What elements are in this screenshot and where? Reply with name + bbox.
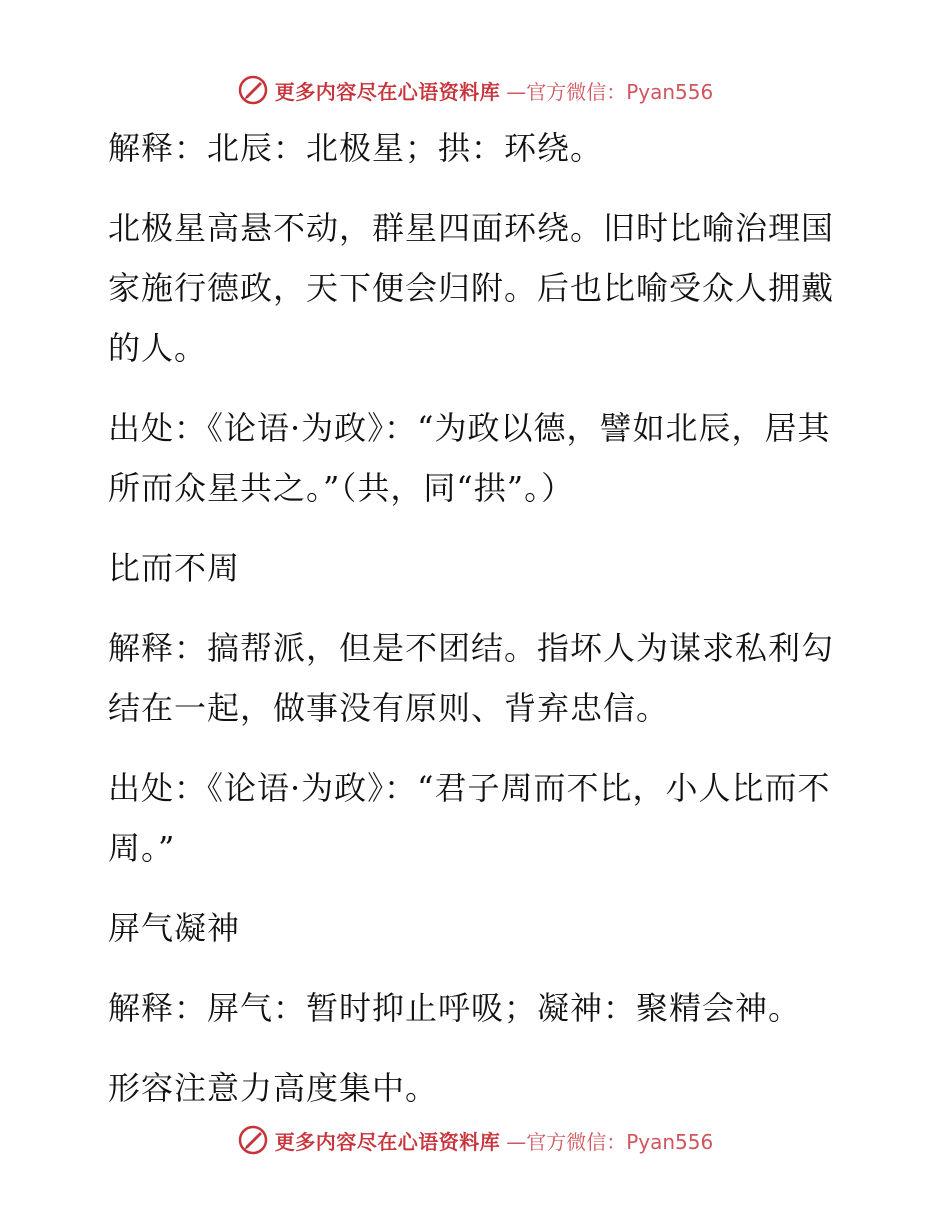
paragraph-source-bierbuzhou: 出处：《论语·为政》：“君子周而不比，小人比而不周。” xyxy=(108,769,831,867)
paragraph-explanation-bingqiningshen: 解释：屏气：暂时抑止呼吸；凝神：聚精会神。 xyxy=(108,989,802,1027)
paragraph-meaning-bingqiningshen: 形容注意力高度集中。 xyxy=(108,1069,439,1107)
watermark-suffix: —官方微信：Pyan556 xyxy=(506,79,714,104)
document-body xyxy=(98,118,858,1138)
idiom-heading-bingqiningshen: 屏气凝神 xyxy=(108,909,241,947)
footer-watermark xyxy=(0,1120,950,1160)
header-watermark xyxy=(0,70,950,110)
paragraph-source-beichen: 出处：《论语·为政》：“为政以德，譬如北辰，居其所而众星共之。”（共，同“拱”。） xyxy=(108,409,831,507)
watermark-suffix: —官方微信：Pyan556 xyxy=(506,1129,714,1154)
paragraph-meaning-beichen: 北极星高悬不动，群星四面环绕。旧时比喻治理国家施行德政，天下便会归附。后也比喻受众人拥戴的人。 xyxy=(108,209,835,367)
watermark-main-text: 更多内容尽在心语资料库 xyxy=(274,79,501,104)
paragraph-explanation-beichen: 解释：北辰：北极星；拱：环绕。 xyxy=(108,129,604,167)
quill-circle-icon xyxy=(237,74,269,106)
idiom-heading-bierbuzhou: 比而不周 xyxy=(108,549,241,587)
paragraph-explanation-bierbuzhou: 解释：搞帮派，但是不团结。指坏人为谋求私利勾结在一起，做事没有原则、背弃忠信。 xyxy=(108,629,835,727)
watermark-main-text: 更多内容尽在心语资料库 xyxy=(274,1129,501,1154)
quill-circle-icon xyxy=(237,1124,269,1156)
